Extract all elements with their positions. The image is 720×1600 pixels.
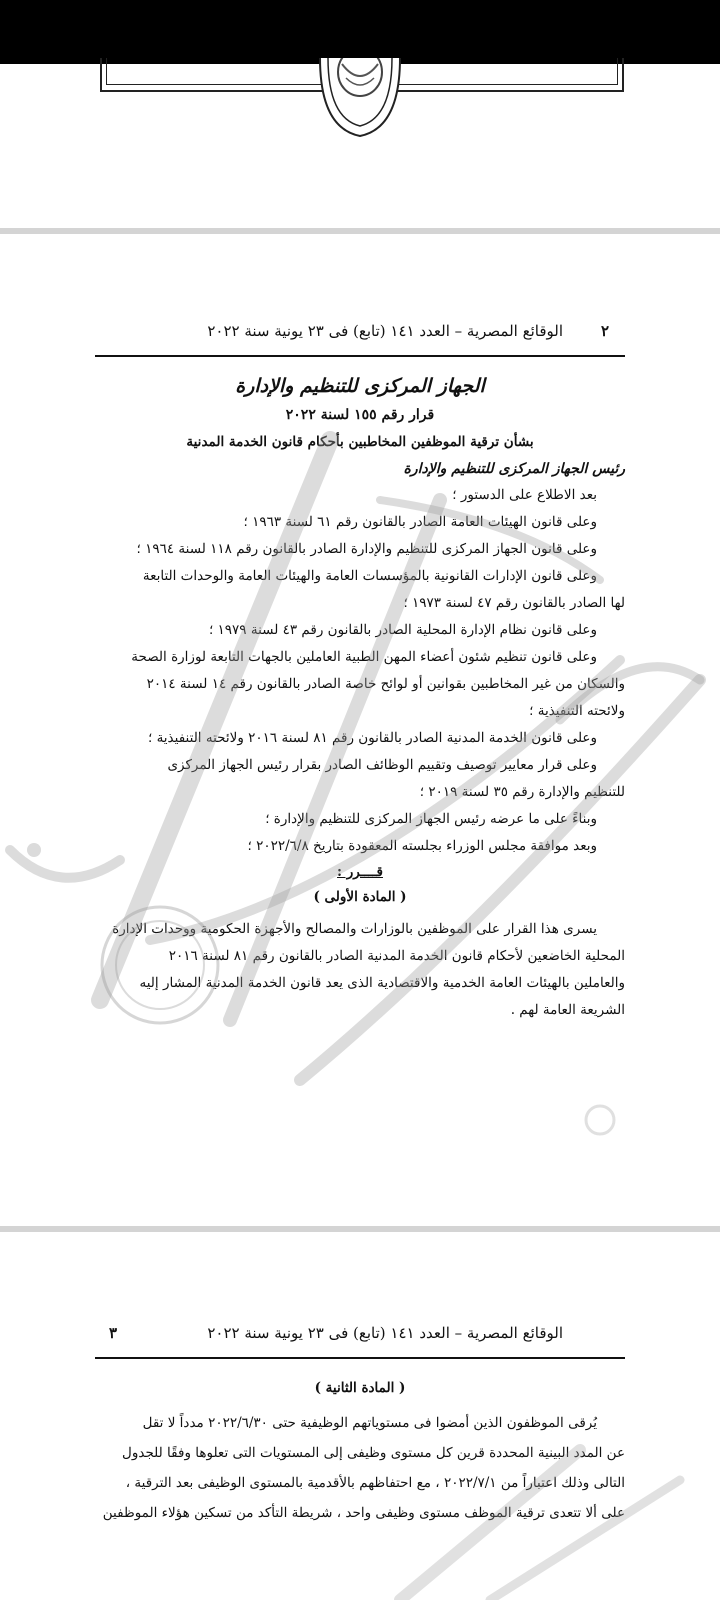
page-separator: [0, 1226, 720, 1232]
article2-line: يُرقى الموظفون الذين أمضوا فى مستوياتهم الوظيفية حتى ٢٠٢٢/٦/٣٠ مدداً لا تقل: [142, 1415, 597, 1431]
preamble-line: وعلى قانون نظام الإدارة المحلية الصادر بالقانون رقم ٤٣ لسنة ١٩٧٩ ؛: [208, 622, 597, 638]
running-header: [95, 1324, 625, 1352]
preamble-line: وبناءً على ما عرضه رئيس الجهاز المركزى للتنظيم والإدارة ؛: [265, 811, 597, 827]
article1-title: ( المادة الأولى ): [313, 889, 407, 905]
page-separator: [0, 228, 720, 234]
preamble-line: والسكان من غير المخاطبين بقوانين أو لوائح خاصة الصادر بالقانون رقم ١٤ لسنة ٢٠١٤: [146, 676, 625, 692]
preamble-line: بعد الاطلاع على الدستور ؛: [452, 487, 597, 503]
decision-subject: بشأن ترقية الموظفين المخاطبين بأحكام قانون الخدمة المدنية: [186, 434, 534, 450]
article2-line: على ألا تتعدى ترقية الموظف مستوى وظيفى واحد ، شريطة التأكد من تسكين هؤلاء الموظفين: [102, 1505, 625, 1521]
preamble-line: وعلى قرار معايير توصيف وتقييم الوظائف الصادر بقرار رئيس الجهاز المركزى: [167, 757, 597, 773]
page-number: ٢: [600, 322, 609, 340]
article1-line: يسرى هذا القرار على الموظفين بالوزارات والمصالح والأجهزة الحكومية ووحدات الإدارة: [112, 921, 597, 937]
preamble-line: وعلى قانون الجهاز المركزى للتنظيم والإدارة الصادر بالقانون رقم ١١٨ لسنة ١٩٦٤ ؛: [136, 541, 597, 557]
preamble-line: وعلى قانون الخدمة المدنية الصادر بالقانون رقم ٨١ لسنة ٢٠١٦ ولائحته التنفيذية ؛: [147, 730, 597, 746]
article1-line: المحلية الخاضعين لأحكام قانون الخدمة المدنية الصادر بالقانون رقم ٨١ لسنة ٢٠١٦: [168, 948, 625, 964]
emblem-seal-icon: [312, 58, 408, 138]
header-text: الوقائع المصرية – العدد ١٤١ (تابع) فى ٢٣ يونية سنة ٢٠٢٢: [207, 322, 563, 340]
preamble-line: لها الصادر بالقانون رقم ٤٧ لسنة ١٩٧٣ ؛: [403, 595, 625, 611]
preamble-line: وعلى قانون تنظيم شئون أعضاء المهن الطبية العاملين بالجهات التابعة لوزارة الصحة: [131, 649, 597, 665]
header-text: الوقائع المصرية – العدد ١٤١ (تابع) فى ٢٣ يونية سنة ٢٠٢٢: [207, 1324, 563, 1342]
article1-line: الشريعة العامة لهم .: [510, 1002, 625, 1018]
top-bar: [0, 0, 720, 64]
preamble-line: وعلى قانون الهيئات العامة الصادر بالقانون رقم ٦١ لسنة ١٩٦٣ ؛: [243, 514, 597, 530]
page-number: ٣: [109, 1324, 118, 1342]
decided-heading: قــــرر :: [337, 864, 383, 880]
preamble-line: وبعد موافقة مجلس الوزراء بجلسته المعقودة بتاريخ ٢٠٢٢/٦/٨ ؛: [247, 838, 597, 854]
page2-body: [95, 1374, 625, 1528]
header-rule: [95, 1357, 625, 1359]
issuer-title: رئيس الجهاز المركزى للتنظيم والإدارة: [403, 461, 625, 477]
preamble-line: وعلى قانون الإدارات القانونية بالمؤسسات العامة والهيئات العامة والوحدات التابعة: [142, 568, 597, 584]
header-rule: [95, 355, 625, 357]
authority-title: الجهاز المركزى للتنظيم والإدارة: [235, 375, 485, 397]
running-header: [95, 322, 625, 350]
preamble-line: ولائحته التنفيذية ؛: [529, 703, 625, 719]
preamble-line: للتنظيم والإدارة رقم ٣٥ لسنة ٢٠١٩ ؛: [419, 784, 625, 800]
article1-line: والعاملين بالهيئات العامة الخدمية والاقتصادية الذى يعد قانون الخدمة المدنية المشار إليه: [139, 975, 625, 991]
decision-title: قرار رقم ١٥٥ لسنة ٢٠٢٢: [285, 407, 435, 423]
article2-title: ( المادة الثانية ): [314, 1380, 406, 1396]
article2-line: التالى وذلك اعتباراً من ٢٠٢٢/٧/١ ، مع احتفاظهم بالأقدمية بالمستوى الوظيفى بعد الترقية ،: [125, 1475, 625, 1491]
page1-body: [95, 370, 625, 1024]
article2-line: عن المدد البينية المحددة قرين كل مستوى وظيفى إلى المستويات التى تعلوها وفقًا للجدول: [122, 1445, 625, 1461]
